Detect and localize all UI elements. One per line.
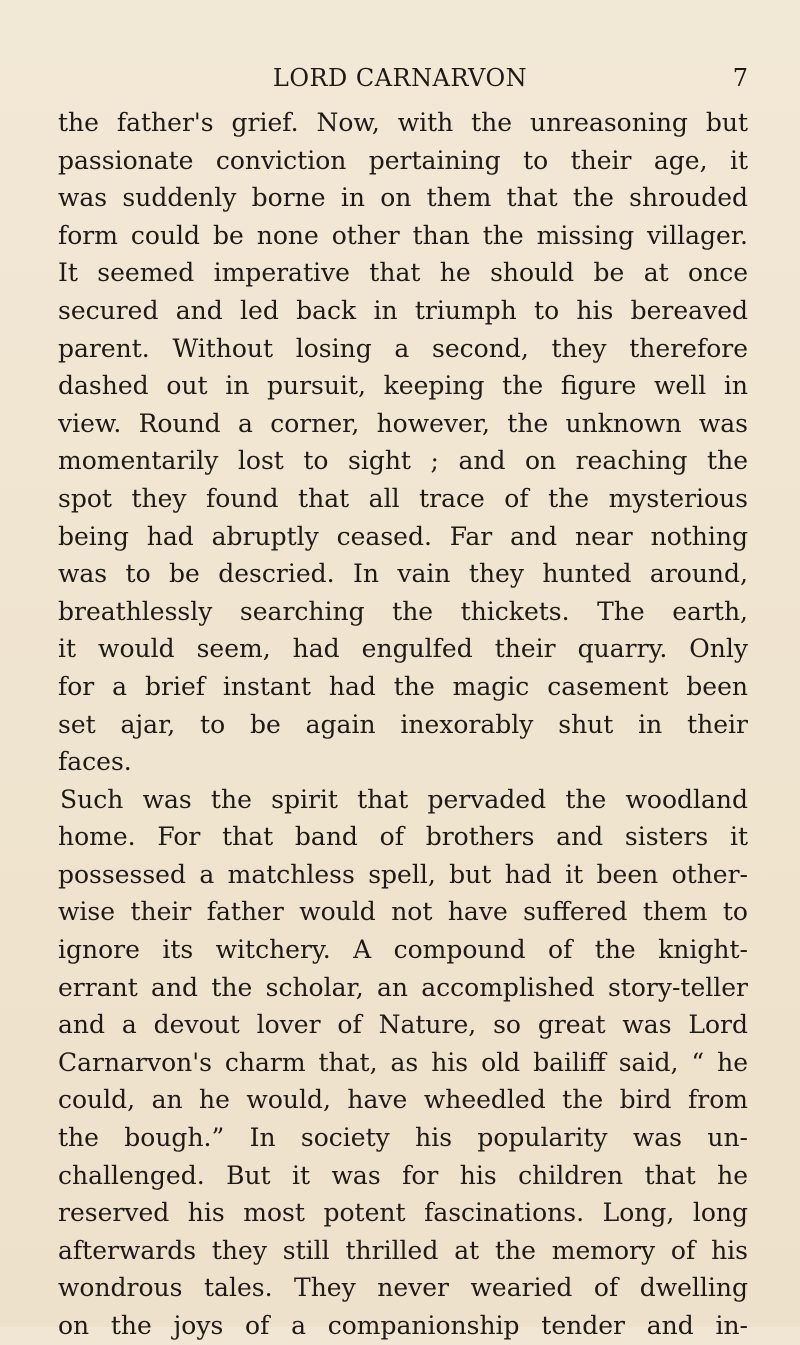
text-line: for a brief instant had the magic casement been: [58, 671, 748, 701]
text-line: spot they found that all trace of the mysterious: [58, 483, 748, 513]
text-line: set ajar, to be again inexorably shut in their: [58, 709, 748, 739]
text-line: wondrous tales. They never wearied of dwelling: [58, 1273, 748, 1303]
text-line: form could be none other than the missing villager.: [58, 220, 748, 250]
text-line: errant and the scholar, an accomplished story-teller: [58, 972, 748, 1002]
running-head: [0, 63, 800, 93]
text-line: on the joys of a companionship tender and in-: [58, 1311, 748, 1340]
text-line: reserved his most potent fascinations. Long, long: [58, 1198, 748, 1228]
text-line: the bough.” In society his popularity was un-: [58, 1123, 748, 1153]
text-line: wise their father would not have suffered them to: [58, 897, 748, 927]
paragraph-start-line: Such was the spirit that pervaded the woodland: [60, 784, 748, 814]
text-line: home. For that band of brothers and sisters it: [58, 822, 748, 852]
text-line: view. Round a corner, however, the unknown was: [58, 408, 748, 438]
body-text: [58, 104, 748, 1345]
text-line: Carnarvon's charm that, as his old bailiff said, “ he: [58, 1047, 748, 1077]
text-line: the father's grief. Now, with the unreasoning but: [58, 108, 748, 137]
text-line: momentarily lost to sight ; and on reaching the: [58, 446, 748, 476]
text-line: was suddenly borne in on them that the shrouded: [58, 183, 748, 213]
text-line: possessed a matchless spell, but had it been other-: [58, 859, 748, 889]
text-line: dashed out in pursuit, keeping the figure well in: [58, 371, 748, 401]
text-line: passionate conviction pertaining to their age, it: [58, 145, 748, 175]
text-line: afterwards they still thrilled at the memory of his: [58, 1235, 748, 1265]
text-line: could, an he would, have wheedled the bird from: [58, 1085, 748, 1115]
text-line: challenged. But it was for his children that he: [58, 1160, 748, 1190]
text-line: ignore its witchery. A compound of the knight-: [58, 935, 748, 965]
running-title: LORD CARNARVON: [272, 64, 528, 92]
text-line: and a devout lover of Nature, so great was Lord: [58, 1010, 748, 1040]
page-number: 7: [732, 64, 748, 92]
text-line: secured and led back in triumph to his bereaved: [58, 295, 748, 325]
text-line: parent. Without losing a second, they therefore: [58, 333, 748, 363]
text-line: was to be descried. In vain they hunted around,: [58, 559, 748, 589]
text-line: It seemed imperative that he should be at once: [58, 258, 748, 288]
text-line: being had abruptly ceased. Far and near nothing: [58, 521, 748, 551]
paragraph-end-line: faces.: [58, 747, 132, 777]
text-line: it would seem, had engulfed their quarry. Only: [58, 634, 748, 664]
text-line: breathlessly searching the thickets. The earth,: [58, 596, 748, 626]
